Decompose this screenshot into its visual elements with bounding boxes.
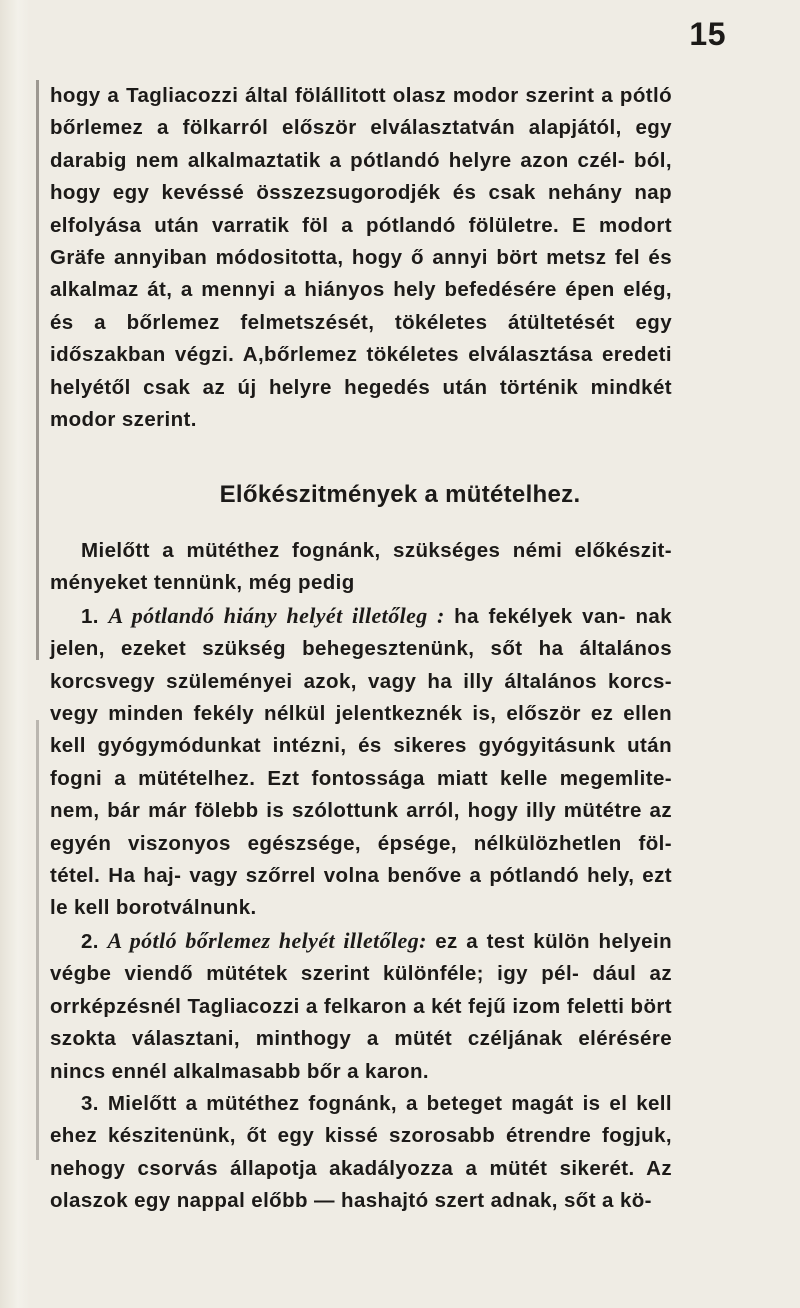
list-item-1 [50, 600, 672, 925]
section-body [50, 535, 672, 1218]
list-item-2 [50, 925, 672, 1088]
item-title: A pótlandó hiány helyét illetőleg : [108, 602, 455, 628]
section-intro: Mielőtt a mütéthez fognánk, szükséges némi előkészit- ményeket tennünk, még pedig [50, 539, 672, 595]
intro-paragraph [50, 80, 672, 436]
item-number: 3. [81, 1091, 108, 1115]
intro-text: hogy a Tagliacozzi által fölállitott olasz modor szerint a pótló bőrlemez a fölkarról először elválasztatván alapjától, egy darabig nem alkalmaztatik a pótlandó helyre azon czél- ból, hogy egy kevéssé összezsugorodjék és csak nehány nap elfolyása után varratik föl a pótlandó fölületre. E modort Gräfe annyiban módositotta, hogy ő annyi bört metsz fel és alkalmaz át, a mennyi a hiányos hely befedésére épen elég, és a bőrlemez felmetszését, tökéletes átültetését egy időszakban végzi. A,bőrlemez tökéletes elválasztása eredeti helyétől csak az új helyre hegedés után történik mindkét modor szerint. [50, 84, 672, 432]
list-item-3 [50, 1088, 672, 1218]
page-number: 15 [689, 16, 726, 52]
binding-shadow-lower [36, 720, 39, 1160]
binding-shadow [36, 80, 39, 660]
item-title: A pótló bőrlemez helyét illetőleg: [107, 927, 436, 953]
item-text: ha fekélyek van- nak jelen, ezeket szükség behegesztenünk, sőt ha általános korcsvegy szüleményei azok, vagy ha illy általános korcs- vegy minden fekély nélkül jelentkeznék is, először ez ellen kell gyógymódunkat intézni, és sikeres gyógyitásunk után fogni a mütételhez. Ezt fontossága miatt kelle megemlite- nem, bár már fölebb is szólottunk arról, hogy illy mütétre az egyén viszonyos egészsége, épsége, nélkülözhetlen föl- tétel. Ha haj- vagy szőrrel volna benőve a pótlandó hely, ezt le kell borotválnunk. [50, 604, 672, 920]
page-binding-edge [0, 0, 30, 1308]
section-heading: Előkészitmények a mütételhez. [219, 481, 581, 508]
item-number: 1. [81, 604, 109, 628]
item-text: ez a test külön helyein végbe viendő mütétek szerint különféle; igy pél- dául az orrképzésnél Tagliacozzi a felkaron a két fejű izom feletti bört szokta választani, minthogy a mütét czéljának elérésére nincs ennél alkalmasabb bőr a karon. [50, 929, 672, 1083]
item-text: Mielőtt a mütéthez fognánk, a beteget magát is el kell ehez készitenünk, őt egy kissé szorosabb étrendre fogjuk, nehogy csorvás állapotja akadályozza a mütét sikerét. Az olaszok egy nappal előbb — hashajtó szert adnak, sőt a kö- [50, 1091, 673, 1213]
item-number: 2. [81, 929, 108, 953]
